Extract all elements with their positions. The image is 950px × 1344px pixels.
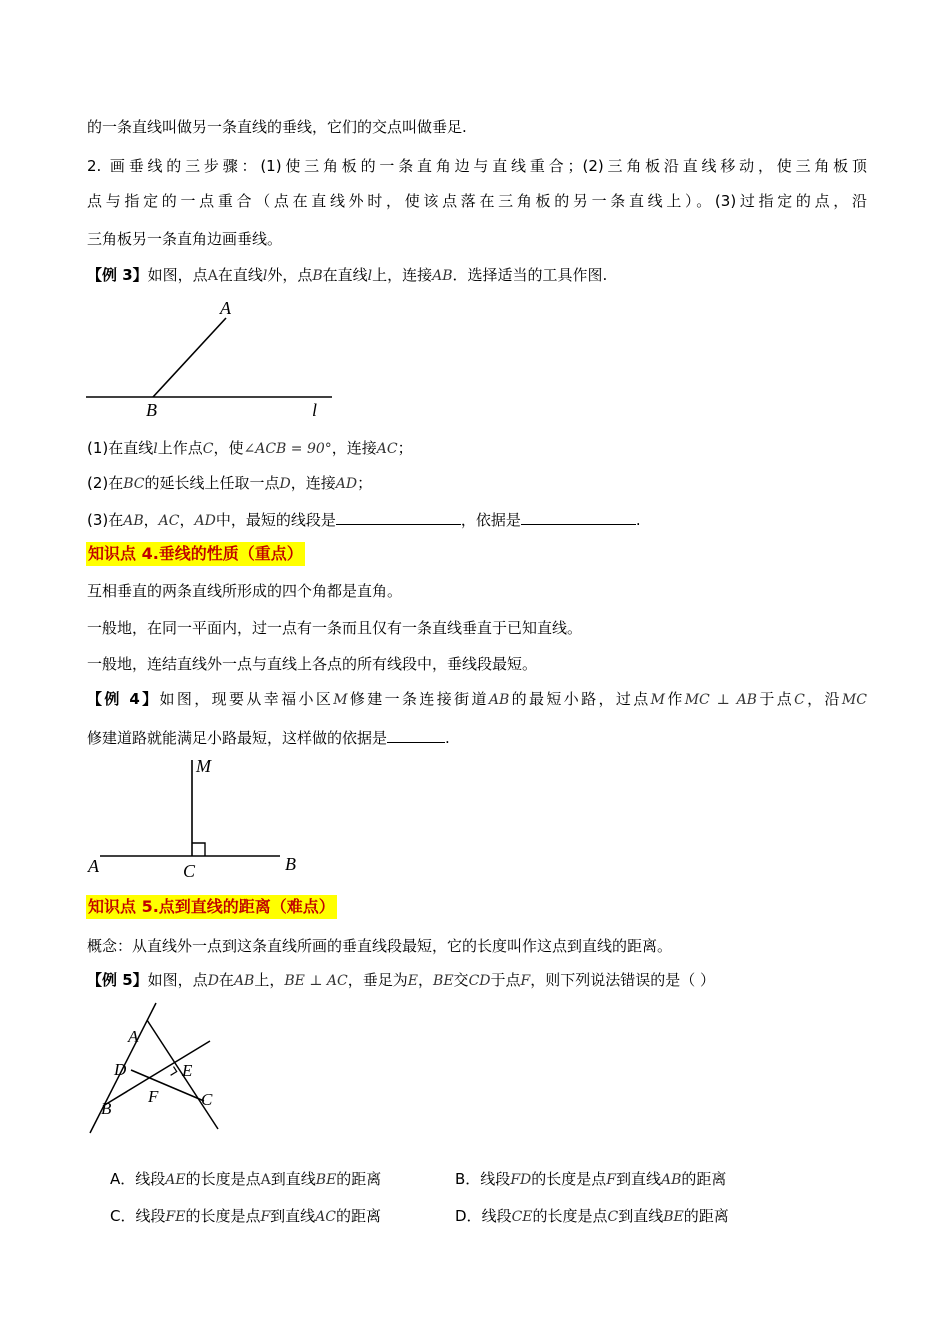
section-heading: 知识点 4.垂线的性质（重点） [86,542,866,566]
label-c: C [183,861,196,881]
label-d: D [114,1060,127,1079]
text-line: 点与指定的一点重合（点在直线外时，使该点落在三角板的另一条直线上）。(3)过指定的点，沿 [87,192,867,210]
label-b: B [285,854,296,874]
answer-blank[interactable] [521,508,636,525]
example-tag: 【例 4】 [87,690,160,708]
segment-ab [153,318,226,397]
label-a: A [220,298,231,318]
section-heading: 知识点 5.点到直线的距离（难点） [86,895,866,919]
example-3-statement: 【例 3】如图，点A在直线l外，点B在直线l上，连接AB．选择适当的工具作图. [87,266,608,284]
label-e: E [182,1061,193,1080]
label-b: B [101,1099,112,1118]
answer-blank[interactable] [387,726,445,743]
example-4-figure [84,752,314,882]
answer-blank[interactable] [336,508,461,525]
example-tag: 【例 3】 [87,266,148,284]
text-line: 概念：从直线外一点到这条直线所画的垂直线段最短，它的长度叫作这点到直线的距离。 [87,937,673,955]
choice-option-a[interactable]: A．线段AE的长度是点A到直线BE的距离 [110,1170,382,1188]
label-a: A [128,1027,139,1046]
example-4-statement: 【例 4】如图，现要从幸福小区M修建一条连接街道AB的最短小路，过点M作MC ⊥ AB于点C，沿MC [87,690,867,708]
example-3-question-1: (1)在直线l上作点C，使∠ACB = 90°，连接AC； [87,439,413,457]
example-5-figure [80,998,230,1138]
right-angle-mark [171,1067,177,1076]
label-f: F [148,1087,159,1106]
text-line: 2. 画垂线的三步骤：(1)使三角板的一条直角边与直线重合；(2)三角板沿直线移动，使三角板顶 [87,157,867,175]
example-5-statement: 【例 5】如图，点D在AB上，BE ⊥ AC，垂足为E，BE交CD于点F，则下列说法错误的是（ ） [87,971,716,989]
text-line: 一般地，在同一平面内，过一点有一条而且仅有一条直线垂直于已知直线。 [87,619,583,637]
example-3-question-3: (3)在AB，AC，AD中，最短的线段是 ，依据是 . [87,508,867,532]
text-line: 一般地，连结直线外一点与直线上各点的所有线段中，垂线段最短。 [87,655,538,673]
label-l: l [312,400,318,420]
label-b: B [146,400,157,420]
right-angle-mark [192,843,205,856]
label-c: C [201,1090,213,1109]
example-tag: 【例 5】 [87,971,148,989]
example-3-question-2: (2)在BC的延长线上任取一点D，连接AD； [87,474,373,492]
choice-option-c[interactable]: C．线段FE的长度是点F到直线AC的距离 [110,1207,382,1225]
text-line: 三角板另一条直角边画垂线。 [87,230,283,248]
example-3-figure [80,296,350,426]
label-m: M [196,756,211,776]
example-4-statement-cont: 修建道路就能满足小路最短，这样做的依据是 . [87,726,867,749]
segment-dc [131,1070,204,1101]
text-line: 互相垂直的两条直线所形成的四个角都是直角。 [87,582,403,600]
text-line: 的一条直线叫做另一条直线的垂线，它们的交点叫做垂足. [87,118,467,136]
choice-option-d[interactable]: D．线段CE的长度是点C到直线BE的距离 [455,1207,729,1225]
choice-option-b[interactable]: B．线段FD的长度是点F到直线AB的距离 [455,1170,727,1188]
label-a: A [88,856,99,876]
